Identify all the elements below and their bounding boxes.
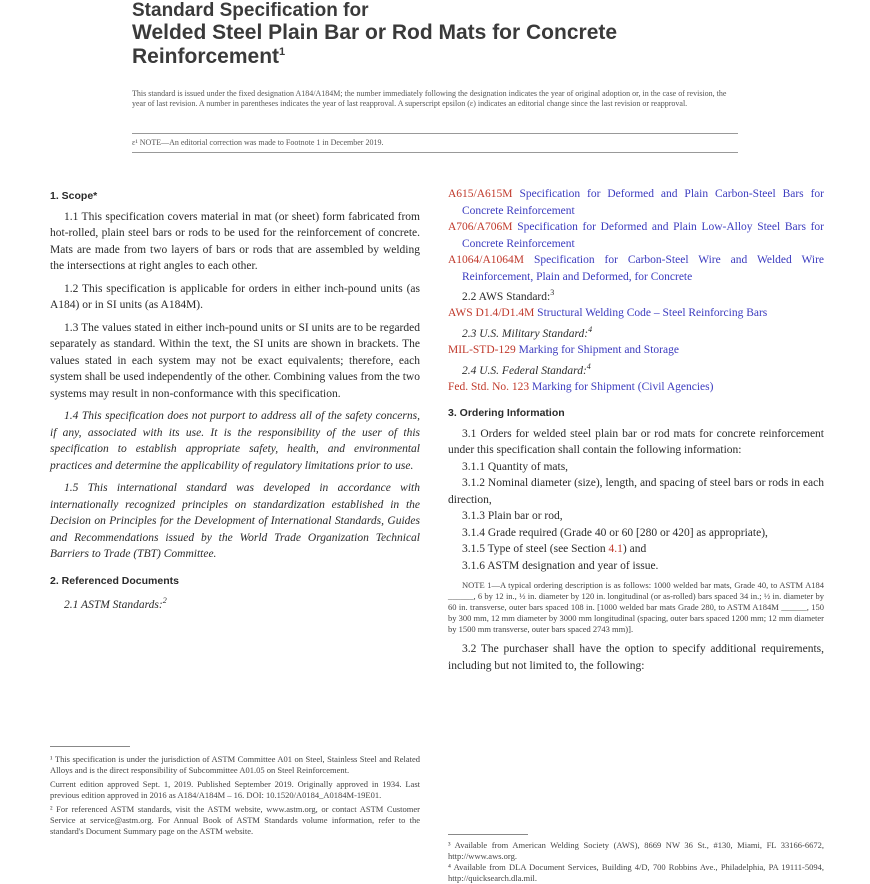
para-3-1-5-b: ) and	[622, 543, 647, 556]
para-3-1-5	[448, 541, 824, 558]
para-3-1-6: 3.1.6 ASTM designation and year of issue.	[462, 559, 659, 572]
epsilon-note: ε¹ NOTE—An editorial correction was made to Footnote 1 in December 2019.	[132, 138, 384, 147]
footnote-rule-left	[50, 746, 130, 747]
ref-mil-title[interactable]: Marking for Shipment and Storage	[518, 344, 679, 357]
para-1-4: 1.4 This specification does not purport to address all of the safety concerns, if any, associated with its use. It is the responsibility of the user of this specification to establish appropriate safety, health, and environmental practices and determine the applicability of regulatory limitations prior to use.	[50, 410, 420, 472]
ref-aws	[448, 305, 824, 322]
scope-heading: 1. Scope*	[50, 190, 98, 202]
section-4-1-link[interactable]: 4.1	[608, 543, 623, 556]
para-2-1-sup: 2	[162, 596, 167, 605]
para-2-3-text: 2.3 U.S. Military Standard:	[462, 327, 589, 340]
ref-fed	[448, 379, 824, 396]
title-line-2: Welded Steel Plain Bar or Rod Mats for Concrete	[132, 21, 618, 44]
header-rule-bottom	[132, 152, 738, 153]
ref-a1064-code[interactable]: A1064/A1064M	[448, 254, 525, 266]
ref-a615-title[interactable]: Specification for Deformed and Plain Carbon-Steel Bars for Concrete Reinforcement	[462, 188, 824, 217]
footnotes-right	[448, 840, 824, 884]
para-2-2-text: 2.2 AWS Standard:	[462, 290, 551, 303]
ref-aws-title[interactable]: Structural Welding Code – Steel Reinforcing Bars	[537, 307, 768, 320]
para-2-1-text: 2.1 ASTM Standards:	[64, 598, 163, 611]
title-line-3	[132, 44, 285, 69]
ref-a615	[448, 186, 824, 219]
para-2-3	[448, 322, 824, 342]
para-2-1	[50, 593, 420, 613]
ref-a706	[448, 219, 824, 252]
right-column	[448, 186, 824, 674]
para-2-4-sup: 4	[586, 361, 591, 371]
ref-fed-title[interactable]: Marking for Shipment (Civil Agencies)	[532, 380, 714, 393]
footnote-rule-right	[448, 834, 528, 835]
ref-fed-code[interactable]: Fed. Std. No. 123	[448, 380, 530, 393]
refdocs-heading: 2. Referenced Documents	[50, 574, 179, 587]
para-3-2: 3.2 The purchaser shall have the option to specify additional requirements, including but not limited to, the following:	[448, 643, 824, 672]
footnotes-left	[50, 754, 420, 837]
ref-a1064	[448, 252, 824, 285]
para-1-2: 1.2 This specification is applicable for orders in either inch-pound units (as A184) or in SI units (as A184M).	[50, 282, 420, 311]
para-3-1-1: 3.1.1 Quantity of mats,	[462, 460, 569, 473]
note-1: NOTE 1—A typical ordering description is as follows: 1000 welded bar mats, Grade 40, to ASTM A184 ______, 6 by 12 in., ½ in. diameter by 120 in. longitudinal (or as-rolled) bars spaced 34 in.; ½ in. diameter by 60 in. transverse, outer bars spaced 108 in. [1000 welded bar mats Grade 280, to ASTM A184M ______, 150 by 300 mm, 12 mm diameter by 3000 mm longitudinal (spacing, outer bars spaced 1200 mm; 12 mm diameter by 1500 mm transverse, outer bars spaced 2743 mm)].	[448, 580, 824, 635]
para-2-2-sup: 3	[550, 288, 555, 297]
footnote-4: ⁴ Available from DLA Document Services, Building 4/D, 700 Robbins Ave., Philadelphia, PA 19111-5094, http://quicksearch.dla.mil.	[448, 862, 824, 883]
para-2-4-text: 2.4 U.S. Federal Standard:	[462, 364, 587, 377]
title-line-3-text: Reinforcement	[132, 45, 280, 68]
ref-mil	[448, 342, 824, 359]
para-3-1-5-a: 3.1.5 Type of steel (see Section	[462, 543, 606, 556]
para-1-1: 1.1 This specification covers material in mat (or sheet) form fabricated from hot-rolled, plain steel bars or rods to be used for the reinforcement of concrete. Mats are made from two layers of bars or rods that are assembled by welding the intersections at right angles to each other.	[50, 210, 420, 272]
ref-a706-code[interactable]: A706/A706M	[448, 221, 513, 233]
left-column	[50, 188, 420, 613]
header-rule-top	[132, 133, 738, 134]
title-footnote-mark: 1	[279, 46, 286, 58]
para-3-1-2: 3.1.2 Nominal diameter (size), length, and spacing of steel bars or rods in each direction,	[448, 477, 824, 506]
para-3-1-4: 3.1.4 Grade required (Grade 40 or 60 [280 or 420] as appropriate),	[462, 526, 768, 539]
designation-note: This standard is issued under the fixed designation A184/A184M; the number immediately following the designation indicates the year of original adoption or, in the case of revision, the year of last revision. A number in parentheses indicates the year of last reapproval. A superscript epsilon (ε) indicates an editorial change since the last revision or reapproval.	[132, 89, 727, 108]
para-2-3-sup: 4	[588, 324, 593, 334]
para-2-4	[448, 359, 824, 379]
ref-a1064-title[interactable]: Specification for Carbon-Steel Wire and Welded Wire Reinforcement, Plain and Deformed, for Concrete	[462, 254, 824, 283]
ref-mil-code[interactable]: MIL-STD-129	[448, 344, 516, 357]
para-1-5: 1.5 This international standard was developed in accordance with internationally recognized principles on standardization established in the Decision on Principles for the Development of International Standards, Guides and Recommendations issued by the World Trade Organization Technical Barriers to Trade (TBT) Committee.	[50, 482, 420, 560]
para-1-3: 1.3 The values stated in either inch-pound units or SI units are to be regarded separately as standard. Within the text, the SI units are shown in brackets. The values stated in each system may not be exact equivalents; therefore, each system shall be used independently of the other. Combining values from the two systems may result in non-conformance with this specification.	[50, 321, 420, 400]
title-line-1: Standard Specification for	[132, 0, 369, 21]
footnote-2: ² For referenced ASTM standards, visit the ASTM website, www.astm.org, or contact ASTM Customer Service at service@astm.org. For Annual Book of ASTM Standards volume information, refer to the standard's Document Summary page on the ASTM website.	[50, 804, 420, 836]
ref-aws-code[interactable]: AWS D1.4/D1.4M	[448, 307, 535, 320]
footnote-1b: Current edition approved Sept. 1, 2019. Published September 2019. Originally approved in 1934. Last previous edition approved in 2016 as A184/A184M – 16. DOI: 10.1520/A0184_A0184M-19E01.	[50, 779, 420, 800]
ref-a706-title[interactable]: Specification for Deformed and Plain Low-Alloy Steel Bars for Concrete Reinforcement	[462, 221, 825, 250]
para-3-1-3: 3.1.3 Plain bar or rod,	[462, 510, 563, 523]
footnote-3: ³ Available from American Welding Society (AWS), 8669 NW 36 St., #130, Miami, FL 33166-6672, http://www.aws.org.	[448, 840, 824, 861]
footnote-1: ¹ This specification is under the jurisdiction of ASTM Committee A01 on Steel, Stainless Steel and Related Alloys and is the direct responsibility of Subcommittee A01.05 on Steel Reinforcement.	[50, 754, 420, 775]
ordering-heading: 3. Ordering Information	[448, 407, 565, 420]
para-3-1: 3.1 Orders for welded steel plain bar or rod mats for concrete reinforcement under this specification shall contain the following information:	[448, 427, 824, 457]
para-2-2	[448, 285, 824, 305]
ref-a615-code[interactable]: A615/A615M	[448, 188, 513, 200]
